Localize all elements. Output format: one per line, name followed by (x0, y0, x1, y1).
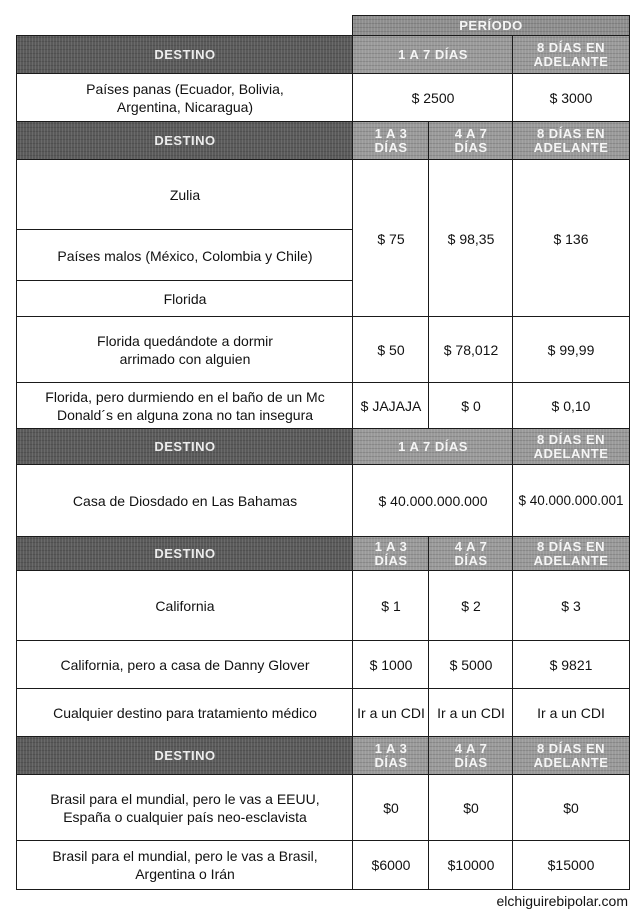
period-header-8 (512, 536, 630, 572)
table-row-destination (16, 640, 354, 690)
price-cell (352, 316, 430, 384)
price-cell (352, 382, 430, 430)
price-cell (352, 570, 430, 642)
price-cell (512, 570, 630, 642)
price-cell (428, 159, 514, 318)
price-text: Ir a un CDI (357, 705, 425, 721)
period-header-4a7 (428, 121, 514, 161)
price-cell (512, 688, 630, 738)
price-text: $ 0,10 (551, 398, 591, 414)
table-row-destination (16, 280, 354, 318)
price-cell (428, 382, 514, 430)
period-header-8 (512, 736, 630, 776)
site-credit: elchiguirebipolar.com (496, 893, 628, 909)
period-label: 8 DÍAS EN ADELANTE (533, 40, 609, 69)
destination-text: Brasil para el mundial, pero le vas a EEUU, España o cualquier país neo-esclavista (50, 791, 320, 825)
table-row-destination (16, 570, 354, 642)
price-text: $ 5000 (449, 657, 493, 673)
price-text: $ 40.000.000.000 (378, 493, 488, 509)
price-cell (512, 774, 630, 842)
destino-header (16, 736, 354, 776)
period-header-1a3 (352, 736, 430, 776)
price-cell (512, 640, 630, 690)
price-cell (428, 570, 514, 642)
table-row-destination (16, 464, 354, 538)
destino-label: DESTINO (154, 546, 216, 561)
period-label: 1 A 3 DÍAS (374, 126, 408, 155)
price-cell (428, 774, 514, 842)
period-label: 8 DÍAS EN ADELANTE (533, 126, 609, 155)
destination-text: Casa de Diosdado en Las Bahamas (72, 493, 298, 509)
price-cell (512, 316, 630, 384)
price-text: $ 0 (461, 398, 481, 414)
destino-header (16, 428, 354, 466)
destination-text: Brasil para el mundial, pero le vas a Brasil, Argentina o Irán (52, 848, 318, 882)
price-cell (428, 688, 514, 738)
table-row-destination (16, 159, 354, 231)
price-text: $ 78,012 (443, 342, 499, 358)
period-header-4a7 (428, 736, 514, 776)
destination-text: Países panas (Ecuador, Bolivia, Argentina, Nicaragua) (86, 81, 284, 115)
destino-header (16, 35, 354, 75)
period-label: 4 A 7 DÍAS (454, 126, 488, 155)
period-label: 4 A 7 DÍAS (454, 741, 488, 770)
price-text: Ir a un CDI (537, 705, 605, 721)
period-header-8 (512, 428, 630, 466)
price-cell (512, 464, 630, 538)
price-text: $ 40.000.000.001 (518, 493, 624, 508)
period-header-1a7 (352, 428, 514, 466)
price-text: $ 99,99 (547, 342, 595, 358)
period-label: 1 A 7 DÍAS (398, 439, 468, 454)
period-header-4a7 (428, 536, 514, 572)
price-cell (352, 640, 430, 690)
periodo-header (352, 15, 630, 37)
price-cell (352, 688, 430, 738)
destino-header (16, 536, 354, 572)
price-cell (352, 464, 514, 538)
period-header-8 (512, 121, 630, 161)
period-header-1a3 (352, 536, 430, 572)
destination-text: Cualquier destino para tratamiento médico (53, 705, 317, 721)
period-label: 1 A 3 DÍAS (374, 539, 408, 568)
price-cell (352, 159, 430, 318)
period-label: 1 A 7 DÍAS (398, 47, 468, 62)
price-text: $ 3 (561, 598, 581, 614)
price-text: $10000 (447, 857, 495, 873)
price-text: $ 136 (553, 230, 589, 247)
price-cell (428, 840, 514, 890)
destino-label: DESTINO (154, 133, 216, 148)
price-cell (512, 382, 630, 430)
price-cell (352, 774, 430, 842)
price-text: $ 9821 (549, 657, 593, 673)
periodo-label: PERÍODO (459, 18, 523, 33)
price-text: $ 98,35 (447, 230, 495, 247)
period-label: 4 A 7 DÍAS (454, 539, 488, 568)
destination-text: Florida (163, 291, 207, 307)
period-label: 8 DÍAS EN ADELANTE (533, 741, 609, 770)
table-row-destination (16, 229, 354, 282)
period-label: 8 DÍAS EN ADELANTE (533, 432, 609, 461)
table-row-destination (16, 688, 354, 738)
price-cell (512, 159, 630, 318)
period-label: 8 DÍAS EN ADELANTE (533, 539, 609, 568)
destination-text: Países malos (México, Colombia y Chile) (57, 247, 313, 264)
price-text: $ 2500 (411, 90, 455, 106)
table-row-destination (16, 382, 354, 430)
price-text: $ 50 (377, 342, 405, 358)
table-row-destination (16, 316, 354, 384)
price-cell (512, 840, 630, 890)
destination-text: Zulia (169, 187, 201, 203)
table-row-destination (16, 73, 354, 123)
destination-text: Florida quedándote a dormir arrimado con alguien (97, 333, 273, 367)
price-cell (352, 840, 430, 890)
price-cell (352, 73, 514, 123)
period-header-1a7 (352, 35, 514, 75)
destino-label: DESTINO (154, 47, 216, 62)
destination-text: Florida, pero durmiendo en el baño de un Mc Donald´s en alguna zona no tan insegura (45, 389, 325, 423)
price-text: $ 2 (461, 598, 481, 614)
price-text: $6000 (371, 857, 411, 873)
period-header-1a3 (352, 121, 430, 161)
table-row-destination (16, 774, 354, 842)
destination-text: California (155, 598, 215, 614)
price-cell (512, 73, 630, 123)
destino-label: DESTINO (154, 439, 216, 454)
price-text: $15000 (547, 857, 595, 873)
period-header-8 (512, 35, 630, 75)
destino-header (16, 121, 354, 161)
price-text: $ JAJAJA (360, 398, 422, 414)
price-text: $ 3000 (549, 90, 593, 106)
destination-text: California, pero a casa de Danny Glover (60, 657, 310, 673)
price-text: $0 (563, 800, 579, 816)
price-cell (428, 640, 514, 690)
price-text: $ 75 (377, 230, 405, 247)
table-row-destination (16, 840, 354, 890)
destino-label: DESTINO (154, 748, 216, 763)
period-label: 1 A 3 DÍAS (374, 741, 408, 770)
price-text: $0 (463, 800, 479, 816)
price-text: $ 1 (381, 598, 401, 614)
price-cell (428, 316, 514, 384)
price-text: $0 (383, 800, 399, 816)
price-text: Ir a un CDI (437, 705, 505, 721)
price-text: $ 1000 (369, 657, 413, 673)
